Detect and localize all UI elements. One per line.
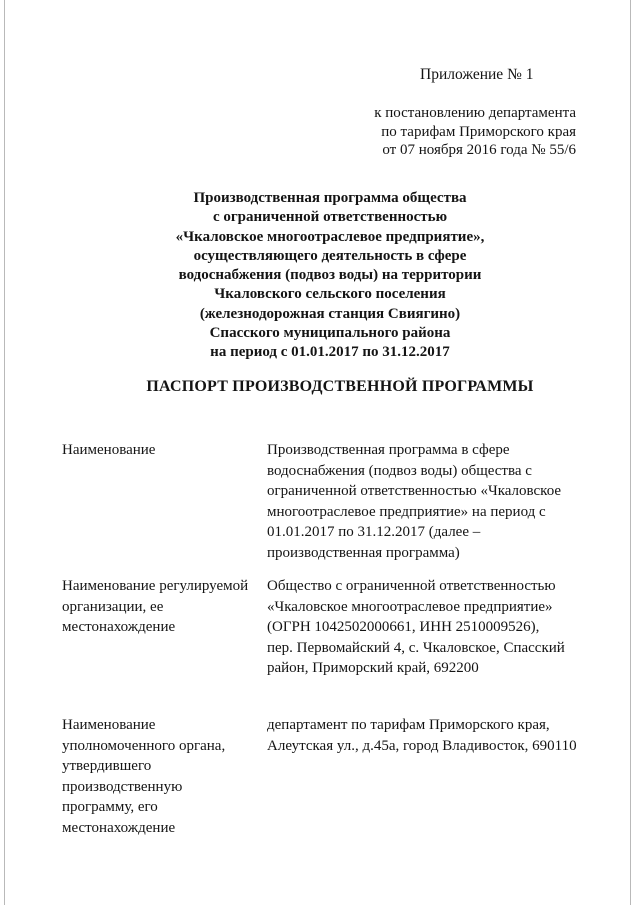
value-line: 01.01.2017 по 31.12.2017 (далее – <box>267 524 481 540</box>
label-line: производственную <box>62 778 183 795</box>
value-line: департамент по тарифам Приморского края, <box>267 717 550 733</box>
program-title-line: «Чкаловское многоотраслевое предприятие», <box>175 228 485 245</box>
row-value <box>267 440 587 563</box>
passport-heading: ПАСПОРТ ПРОИЗВОДСТВЕННОЙ ПРОГРАММЫ <box>146 378 534 395</box>
value-line: производственная программа) <box>267 544 460 561</box>
value-line: Производственная программа в сфере <box>267 442 510 458</box>
label-line: утвердившего <box>62 758 152 774</box>
program-title-line: (железнодорожная станция Свиягино) <box>199 305 461 322</box>
row-value <box>267 576 587 679</box>
decree-reference <box>370 104 576 160</box>
value-line: пер. Первомайский 4, с. Чкаловское, Спасский <box>267 639 565 656</box>
value-line: водоснабжения (подвоз воды) общества с <box>267 462 532 479</box>
label-line: уполномоченного органа, <box>62 737 226 754</box>
appendix-number: Приложение № 1 <box>420 66 534 83</box>
program-title-line: водоснабжения (подвоз воды) на территории <box>178 267 482 284</box>
program-title-line: осуществляющего деятельность в сфере <box>193 247 467 264</box>
value-line: Алеутская ул., д.45а, город Владивосток, 690110 <box>267 737 577 754</box>
label-line: Наименование регулируемой <box>62 578 249 594</box>
decree-line: от 07 ноября 2016 года № 55/6 <box>382 142 576 158</box>
program-title-line: с ограниченной ответственностью <box>212 209 448 226</box>
label-line: организации, ее <box>62 598 164 615</box>
value-line: Общество с ограниченной ответственностью <box>267 578 556 594</box>
left-scan-edge <box>4 0 5 905</box>
program-title-line: Чкаловского сельского поселения <box>214 286 446 303</box>
decree-line: к постановлению департамента <box>374 105 576 121</box>
label-line: местонахождение <box>62 819 176 836</box>
value-line: район, Приморский край, 692200 <box>267 660 479 676</box>
label-line: местонахождение <box>62 619 176 635</box>
label-line: Наименование <box>62 442 156 458</box>
program-title-line: на период с 01.01.2017 по 31.12.2017 <box>210 344 450 361</box>
label-line: программу, его <box>62 799 158 815</box>
value-line: «Чкаловское многоотраслевое предприятие» <box>267 598 553 615</box>
label-line: Наименование <box>62 717 156 733</box>
row-value <box>267 715 587 756</box>
decree-line: по тарифам Приморского края <box>381 123 576 140</box>
value-line: многоотраслевое предприятие» на период с <box>267 503 546 520</box>
program-title-line: Производственная программа общества <box>193 190 467 206</box>
row-label <box>62 576 262 638</box>
row-label <box>62 440 262 461</box>
right-scan-edge <box>630 0 631 905</box>
value-line: ограниченной ответственностью «Чкаловское <box>267 483 562 499</box>
program-title <box>120 189 540 363</box>
program-title-line: Спасского муниципального района <box>209 325 451 342</box>
row-label <box>62 715 262 838</box>
value-line: (ОГРН 1042502000661, ИНН 2510009526), <box>267 619 540 635</box>
